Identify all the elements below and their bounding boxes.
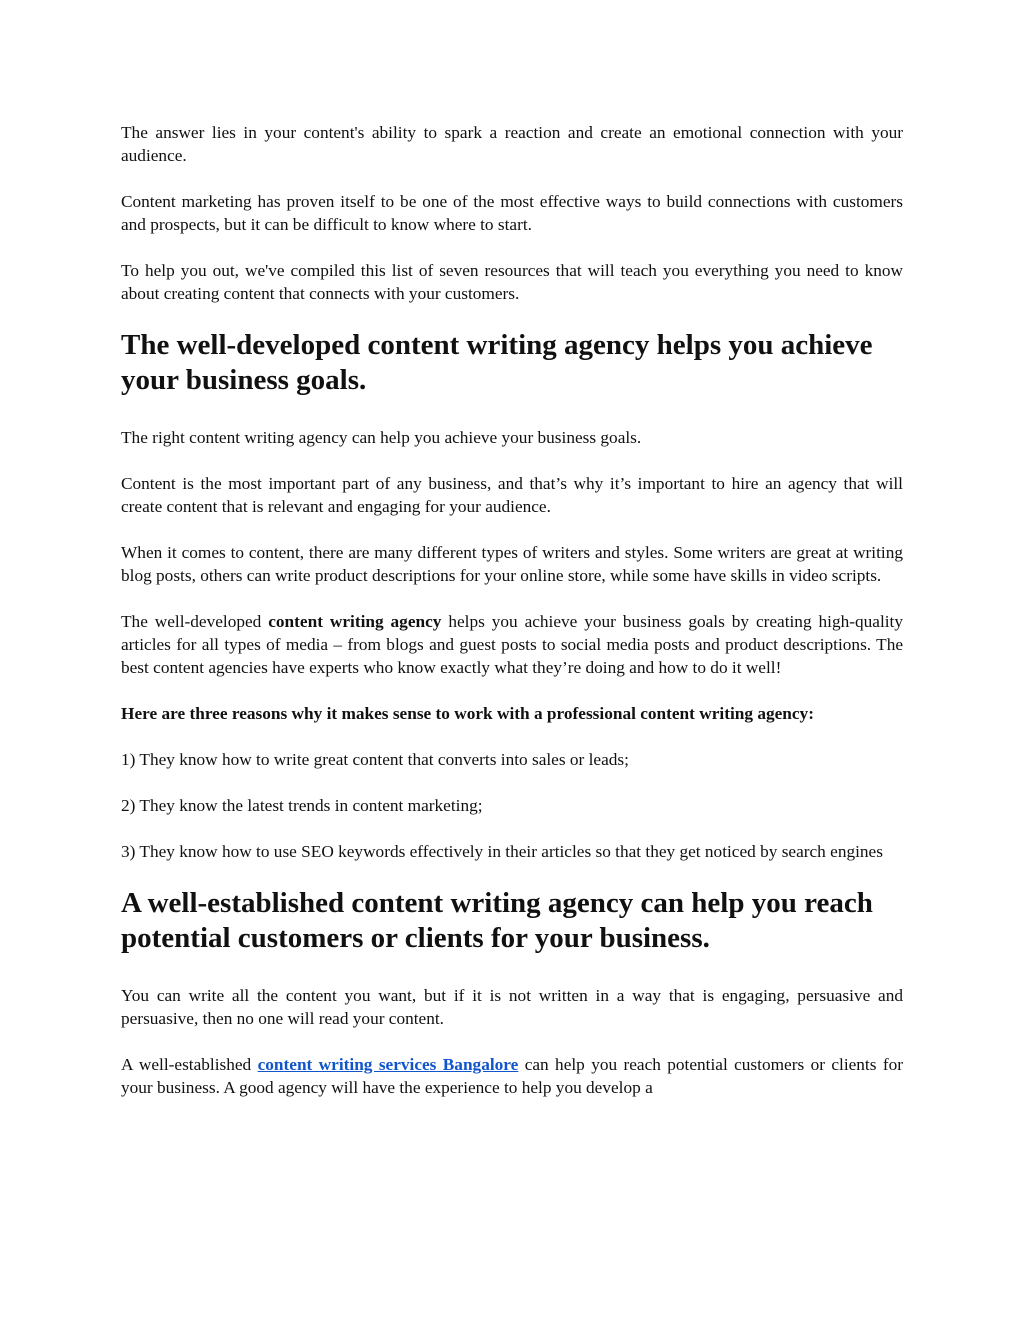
- section1-p4-after: helps you achieve your business goals by creating high-quality articles for all types of media – from blogs and guest posts to social media posts and product descriptions. The best content agencies have experts who know exactly what they’re doing and how to do it well!: [121, 612, 903, 677]
- section1-p4-bold: content writing agency: [268, 612, 442, 631]
- section1-p4-before: The well-developed: [121, 612, 269, 631]
- section1-heading: The well-developed content writing agency helps you achieve your business goals.: [121, 329, 873, 396]
- reason-item-1: 1) They know how to write great content that converts into sales or leads;: [121, 750, 629, 769]
- reason-item-2: 2) They know the latest trends in content marketing;: [121, 796, 483, 815]
- section1-paragraph-4: [121, 610, 903, 679]
- section2-paragraph-2: [121, 1053, 903, 1099]
- reason-item-3: 3) They know how to use SEO keywords effectively in their articles so that they get noticed by search engines: [121, 842, 883, 861]
- reasons-lead: Here are three reasons why it makes sense to work with a professional content writing agency:: [121, 704, 814, 723]
- intro-paragraph-1: The answer lies in your content's ability to spark a reaction and create an emotional connection with your audience.: [121, 123, 903, 165]
- document-page: [121, 121, 903, 1099]
- intro-paragraph-3: To help you out, we've compiled this list of seven resources that will teach you everything you need to know about creating content that connects with your customers.: [121, 261, 903, 303]
- content-writing-services-link[interactable]: content writing services Bangalore: [257, 1055, 519, 1074]
- intro-paragraph-2: Content marketing has proven itself to be one of the most effective ways to build connections with customers and prospects, but it can be difficult to know where to start.: [121, 192, 903, 234]
- section2-p2-after: can help you reach potential customers or clients for your business. A good agency will have the experience to help you develop a: [121, 1055, 903, 1097]
- section1-paragraph-1: The right content writing agency can help you achieve your business goals.: [121, 428, 642, 447]
- section2-paragraph-1: You can write all the content you want, but if it is not written in a way that is engaging, persuasive and persuasive, then no one will read your content.: [121, 986, 903, 1028]
- section1-paragraph-2: Content is the most important part of any business, and that’s why it’s important to hire an agency that will create content that is relevant and engaging for your audience.: [121, 474, 903, 516]
- section2-heading: A well-established content writing agency can help you reach potential customers or clients for your business.: [121, 887, 873, 954]
- section1-paragraph-3: When it comes to content, there are many different types of writers and styles. Some writers are great at writing blog posts, others can write product descriptions for your online store, while some have skills in video scripts.: [121, 543, 903, 585]
- section2-p2-before: A well-established: [121, 1055, 258, 1074]
